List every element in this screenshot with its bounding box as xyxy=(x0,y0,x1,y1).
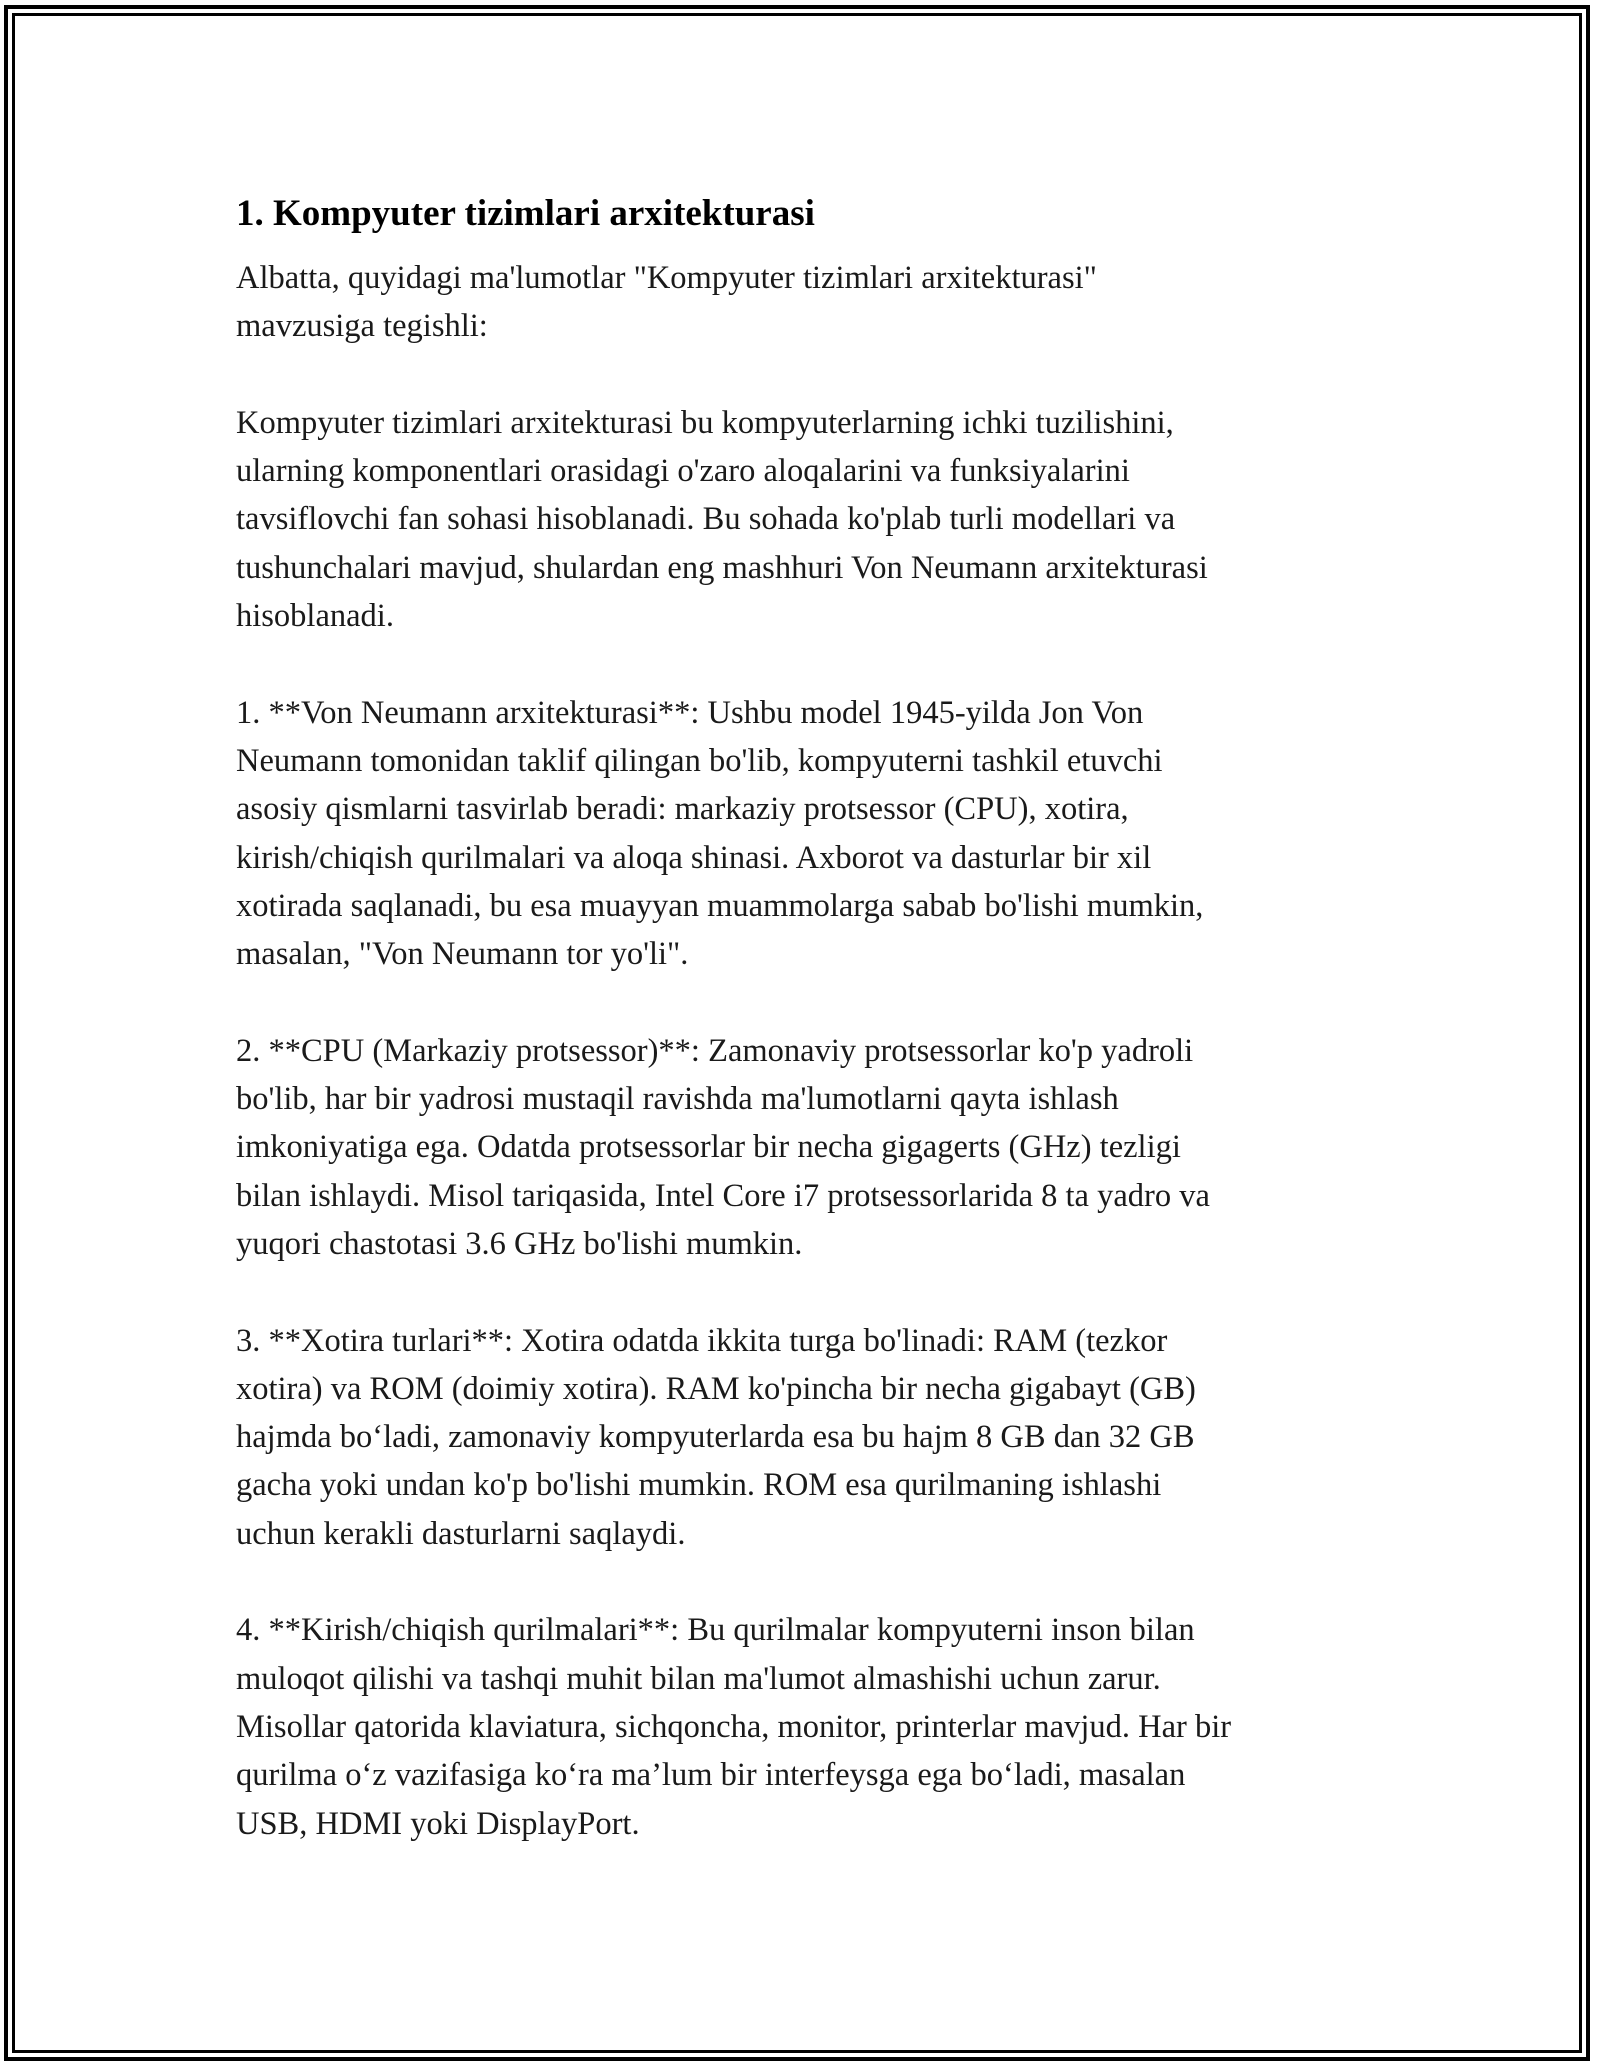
definition-paragraph: Kompyuter tizimlari arxitekturasi bu kompyuterlarning ichki tuzilishini, ularning komponentlari orasidagi o'zaro aloqalarini va funksiyalarini tavsiflovchi fan sohasi hisoblanadi. Bu sohada ko'plab turli modellari va tushunchalari mavjud, shulardan eng mashhuri Von Neumann arxitekturasi hisoblanadi. xyxy=(236,404,1208,635)
von-neumann-paragraph: 1. **Von Neumann arxitekturasi**: Ushbu model 1945-yilda Jon Von Neumann tomonidan taklif qilingan bo'lib, kompyuterni tashkil etuvchi asosiy qismlarni tasvirlab beradi: markaziy protsessor (CPU), xotira, kirish/chiqish qurilmalari va aloqa shinasi. Axborot va dasturlar bir xil xotirada saqlanadi, bu esa muayyan muammolarga sabab bo'lishi mumkin, masalan, "Von Neumann tor yo'li". xyxy=(236,694,1204,973)
document-title: 1. Kompyuter tizimlari arxitekturasi xyxy=(236,193,815,234)
document-page xyxy=(236,188,1366,1896)
io-devices-paragraph: 4. **Kirish/chiqish qurilmalari**: Bu qurilmalar kompyuterni inson bilan muloqot qilishi va tashqi muhit bilan ma'lumot almashishi uchun zarur. Misollar qatorida klaviatura, sichqoncha, monitor, printerlar mavjud. Har bir qurilma o‘z vazifasiga ko‘ra ma’lum bir interfeysga ega bo‘ladi, masalan USB, HDMI yoki DisplayPort. xyxy=(236,1612,1232,1842)
memory-paragraph: 3. **Xotira turlari**: Xotira odatda ikkita turga bo'linadi: RAM (tezkor xotira) va ROM (doimiy xotira). RAM ko'pincha bir necha gigabayt (GB) hajmda bo‘ladi, zamonaviy kompyuterlarda esa bu hajm 8 GB dan 32 GB gacha yoki undan ko'p bo'lishi mumkin. ROM esa qurilmaning ishlashi uchun kerakli dasturlarni saqlaydi. xyxy=(236,1322,1196,1552)
cpu-paragraph: 2. **CPU (Markaziy protsessor)**: Zamonaviy protsessorlar ko'p yadroli bo'lib, har bir yadrosi mustaqil ravishda ma'lumotlarni qayta ishlash imkoniyatiga ega. Odatda protsessorlar bir necha gigagerts (GHz) tezligi bilan ishlaydi. Misol tariqasida, Intel Core i7 protsessorlarida 8 ta yadro va yuqori chastotasi 3.6 GHz bo'lishi mumkin. xyxy=(236,1032,1210,1262)
intro-paragraph: Albatta, quyidagi ma'lumotlar "Kompyuter tizimlari arxitekturasi" mavzusiga tegishli: xyxy=(236,260,1097,345)
